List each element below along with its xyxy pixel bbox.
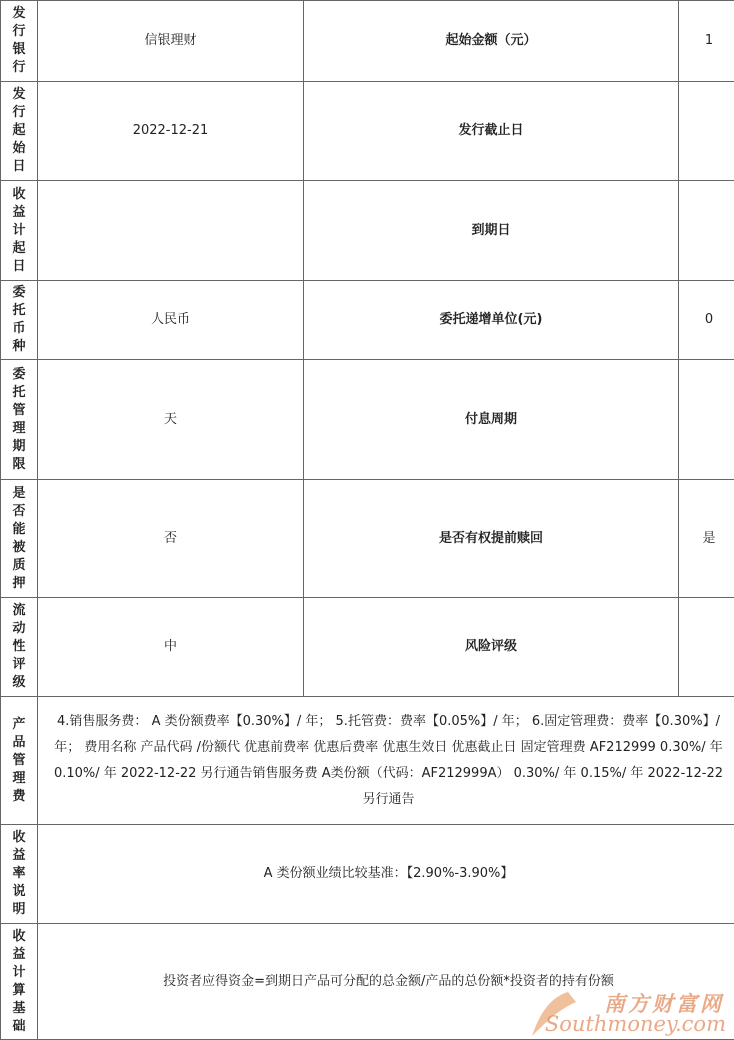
row-label [1, 281, 38, 360]
row-label-text: 委托币种 [12, 285, 26, 354]
row-key: 付息周期 [304, 360, 679, 480]
row-label-text: 收益率说明 [12, 830, 26, 917]
row-key: 委托递增单位(元) [304, 281, 679, 360]
table-row [1, 825, 734, 924]
table-row [1, 360, 734, 480]
row-extra [679, 360, 734, 480]
row-key: 起始金额（元） [304, 1, 679, 82]
row-wide-value: A 类份额业绩比较基准：【2.90%-3.90%】 [38, 825, 734, 924]
row-key: 风险评级 [304, 598, 679, 697]
row-label [1, 598, 38, 697]
row-key: 是否有权提前赎回 [304, 480, 679, 598]
row-wide-value: 投资者应得资金=到期日产品可分配的总金额/产品的总份额*投资者的持有份额 [38, 924, 734, 1040]
row-label [1, 1, 38, 82]
row-label [1, 360, 38, 480]
row-value: 否 [38, 480, 304, 598]
row-extra [679, 82, 734, 181]
row-value: 2022-12-21 [38, 82, 304, 181]
watermark-cn-text: 南方财富网 [604, 992, 724, 1016]
table-row [1, 598, 734, 697]
row-extra: 是 [679, 480, 734, 598]
row-label-text: 产品管理费 [12, 716, 26, 804]
row-label [1, 825, 38, 924]
table-row [1, 82, 734, 181]
row-value: 中 [38, 598, 304, 697]
row-label-text: 发行起始日 [12, 87, 26, 174]
row-key: 发行截止日 [304, 82, 679, 181]
table-row [1, 281, 734, 360]
table-row [1, 697, 734, 825]
row-label [1, 181, 38, 281]
row-value: 人民币 [38, 281, 304, 360]
row-label-text: 收益计算基础 [12, 928, 26, 1034]
table-row [1, 480, 734, 598]
row-value: 信银理财 [38, 1, 304, 82]
row-value: 天 [38, 360, 304, 480]
row-extra: 0 [679, 281, 734, 360]
row-extra: 1 [679, 1, 734, 82]
row-label-text: 发行银行 [12, 6, 26, 75]
row-label [1, 82, 38, 181]
table-row [1, 1, 734, 82]
watermark [528, 988, 728, 1038]
row-extra [679, 598, 734, 697]
row-label [1, 697, 38, 825]
row-label [1, 924, 38, 1040]
row-label [1, 480, 38, 598]
watermark-en-text: Southmoney.com [544, 1012, 726, 1036]
table-row [1, 181, 734, 281]
row-label-text: 是否能被质押 [12, 485, 26, 591]
row-extra [679, 181, 734, 281]
row-label-text: 收益计起日 [12, 186, 26, 274]
row-key: 到期日 [304, 181, 679, 281]
row-wide-value: 4.销售服务费： A 类份额费率【0.30%】/ 年； 5.托管费：费率【0.05%】/ 年； 6.固定管理费：费率【0.30%】/ 年； 费用名称 产品代码 /份额代 优惠前费率 优惠后费率 优惠生效日 优惠截止日 固定管理费 AF212999 0.30%/ 年 0.10%/ 年 2022-12-22 另行通告销售服务费 A类份额（代码：AF212999A） 0.30%/ 年 0.15%/ 年 2022-12-22 另行通告 [38, 697, 734, 825]
row-value [38, 181, 304, 281]
row-label-text: 流动性评级 [12, 603, 26, 690]
row-label-text: 委托管理期限 [12, 366, 26, 472]
